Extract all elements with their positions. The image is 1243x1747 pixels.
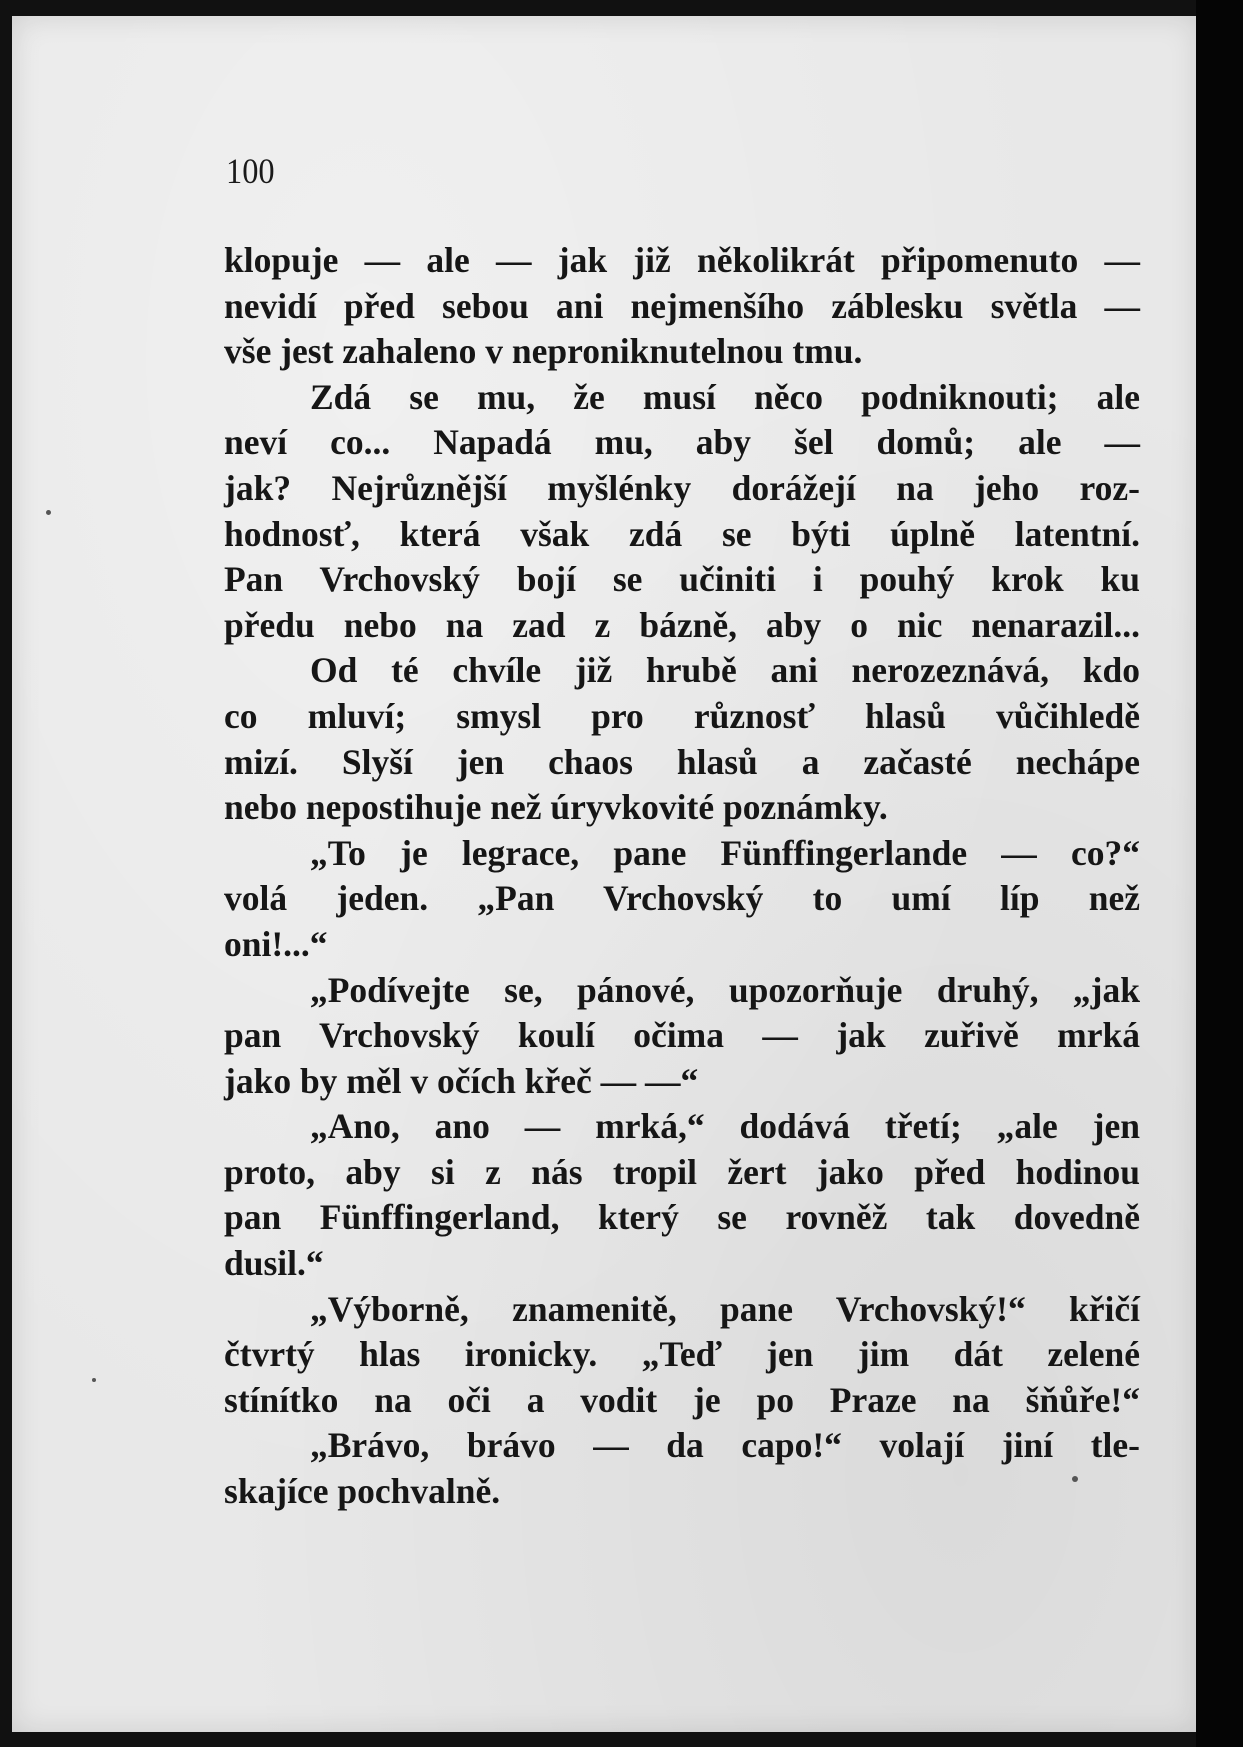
text-line: předu nebo na zad z bázně, aby o nic nenarazil...	[224, 604, 1140, 645]
text-line: čtvrtý hlas ironicky. „Teď jen jim dát zelené	[224, 1334, 1140, 1375]
text-line: co mluví; smysl pro různosť hlasů vůčihledě	[224, 695, 1140, 736]
text-line: oni!...“	[224, 923, 328, 964]
text-line: hodnosť, která však zdá se býti úplně latentní.	[224, 513, 1140, 554]
text-line: vše jest zahaleno v neproniknutelnou tmu.	[224, 331, 863, 372]
text-line: skajíce pochvalně.	[224, 1471, 501, 1512]
page-number: 100	[226, 151, 275, 191]
text-line: „Podívejte se, pánové, upozorňuje druhý, „jak	[310, 969, 1140, 1010]
text-line: nebo nepostihuje než úryvkovité poznámky.	[224, 787, 888, 828]
text-line: stínítko na oči a vodit je po Praze na šňůře!“	[224, 1379, 1140, 1420]
text-line: mizí. Slyší jen chaos hlasů a začasté nechápe	[224, 741, 1140, 782]
text-line: Pan Vrchovský bojí se učiniti i pouhý krok ku	[224, 559, 1140, 600]
text-line: Od té chvíle již hrubě ani nerozeznává, kdo	[310, 650, 1140, 691]
text-line: proto, aby si z nás tropil žert jako před hodinou	[224, 1151, 1140, 1192]
text-line: dusil.“	[224, 1243, 324, 1284]
paper-speck	[92, 1378, 96, 1382]
text-line: „Ano, ano — mrká,“ dodává třetí; „ale jen	[310, 1106, 1140, 1147]
body-text	[224, 238, 1140, 1515]
text-line: pan Vrchovský koulí očima — jak zuřivě mrká	[224, 1015, 1140, 1056]
text-line: „Výborně, znamenitě, pane Vrchovský!“ křičí	[310, 1288, 1140, 1329]
text-line: pan Fünffingerland, který se rovněž tak dovedně	[224, 1197, 1140, 1238]
scan-edge-shadow	[1196, 0, 1243, 1747]
text-line: jako by měl v očích křeč — —“	[224, 1060, 699, 1101]
text-line: „To je legrace, pane Fünffingerlande — co?“	[310, 832, 1140, 873]
text-line: klopuje — ale — jak již několikrát připomenuto —	[224, 240, 1140, 280]
text-line: Zdá se mu, že musí něco podniknouti; ale	[310, 376, 1140, 417]
paper-speck	[46, 510, 51, 515]
text-line: nevidí před sebou ani nejmenšího záblesku světla —	[224, 285, 1140, 326]
text-line: neví co... Napadá mu, aby šel domů; ale —	[224, 422, 1140, 463]
text-line: volá jeden. „Pan Vrchovský to umí líp než	[224, 878, 1140, 919]
text-line: „Brávo, brávo — da capo!“ volají jiní tle-	[310, 1425, 1140, 1466]
text-line: jak? Nejrůznější myšlénky dorážejí na jeho roz-	[224, 467, 1140, 508]
